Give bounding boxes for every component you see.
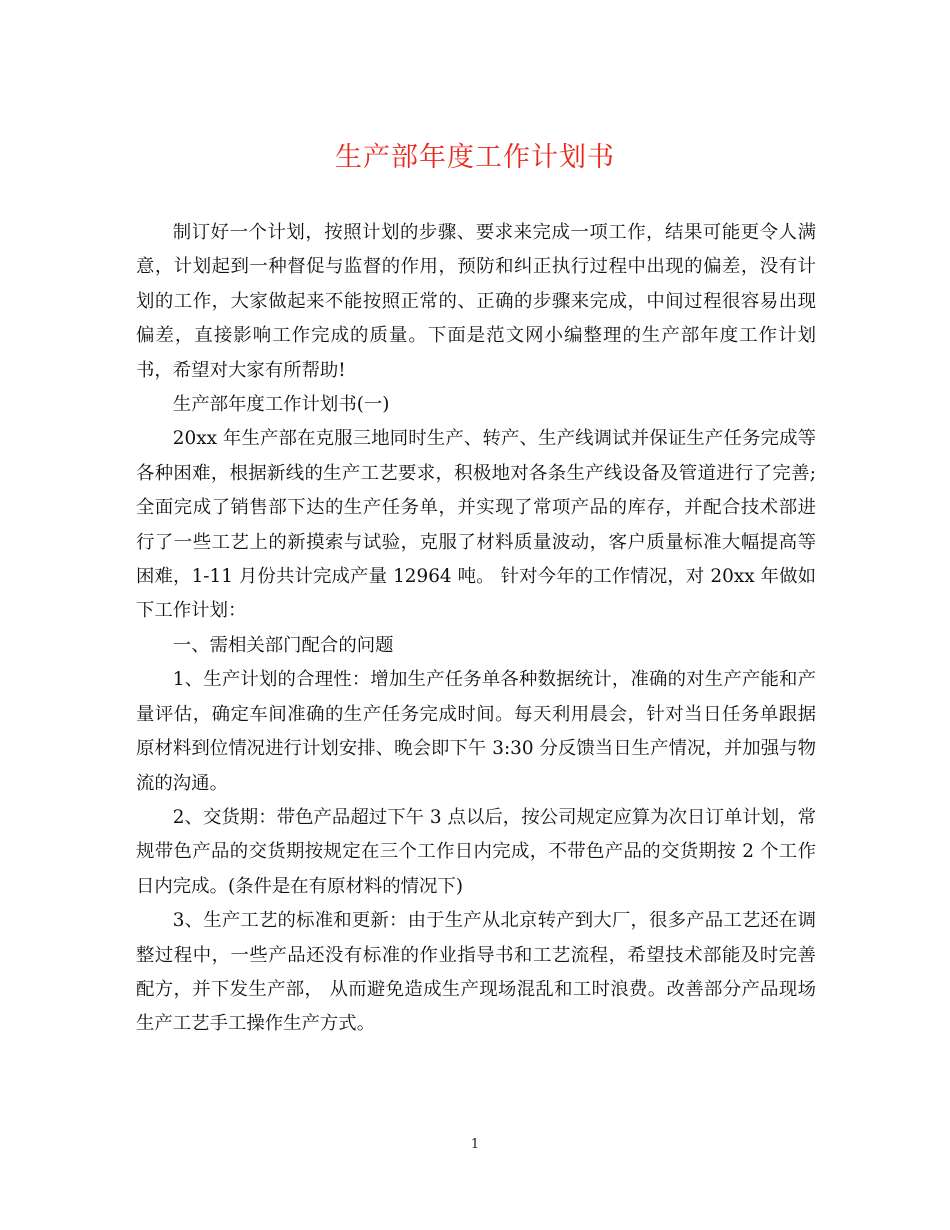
item-process-standards: 3、生产工艺的标准和更新：由于生产从北京转产到大厂，很多产品工艺还在调整过程中，一些产品还没有标准的作业指导书和工艺流程，希望技术部能及时完善配方，并下发生产部， 从而避免造成生产现场混乱和工时浪费。改善部分产品现场生产工艺手工操作生产方式。 <box>136 910 816 1035</box>
document-body <box>136 216 816 1042</box>
intro-paragraph: 制订好一个计划，按照计划的步骤、要求来完成一项工作，结果可能更令人满意，计划起到一种督促与监督的作用，预防和纠正执行过程中出现的偏差，没有计划的工作，大家做起来不能按照正常的、正确的步骤来完成，中间过程很容易出现偏差，直接影响工作完成的质量。下面是范文网小编整理的生产部年度工作计划书，希望对大家有所帮助! <box>136 222 816 381</box>
document-title: 生产部年度工作计划书 <box>335 142 615 173</box>
section-heading-departments: 一、需相关部门配合的问题 <box>172 634 394 656</box>
page-number: 1 <box>470 1137 480 1152</box>
summary-paragraph: 20xx 年生产部在克服三地同时生产、转产、生产线调试并保证生产任务完成等各种困难，根据新线的生产工艺要求，积极地对各条生产线设备及管道进行了完善;全面完成了销售部下达的生产任务单，并实现了常项产品的库存，并配合技术部进行了一些工艺上的新摸索与试验，克服了材料质量波动，客户质量标准大幅提高等困难，1-11 月份共计完成产量 12964 吨。 针对今年的工作情况，对 20xx 年做如下工作计划： <box>136 428 816 622</box>
item-delivery-period: 2、交货期：带色产品超过下午 3 点以后，按公司规定应算为次日订单计划，常规带色产品的交货期按规定在三个工作日内完成，不带色产品的交货期按 2 个工作日内完成。(条件是在有原材料的情况下) <box>136 806 816 897</box>
item-production-plan: 1、生产计划的合理性：增加生产任务单各种数据统计，准确的对生产产能和产量评估，确定车间准确的生产任务完成时间。每天利用晨会，针对当日任务单跟据原材料到位情况进行计划安排、晚会即下午 3:30 分反馈当日生产情况，并加强与物流的沟通。 <box>136 669 816 794</box>
section-heading-plan-one: 生产部年度工作计划书(一) <box>172 394 390 416</box>
